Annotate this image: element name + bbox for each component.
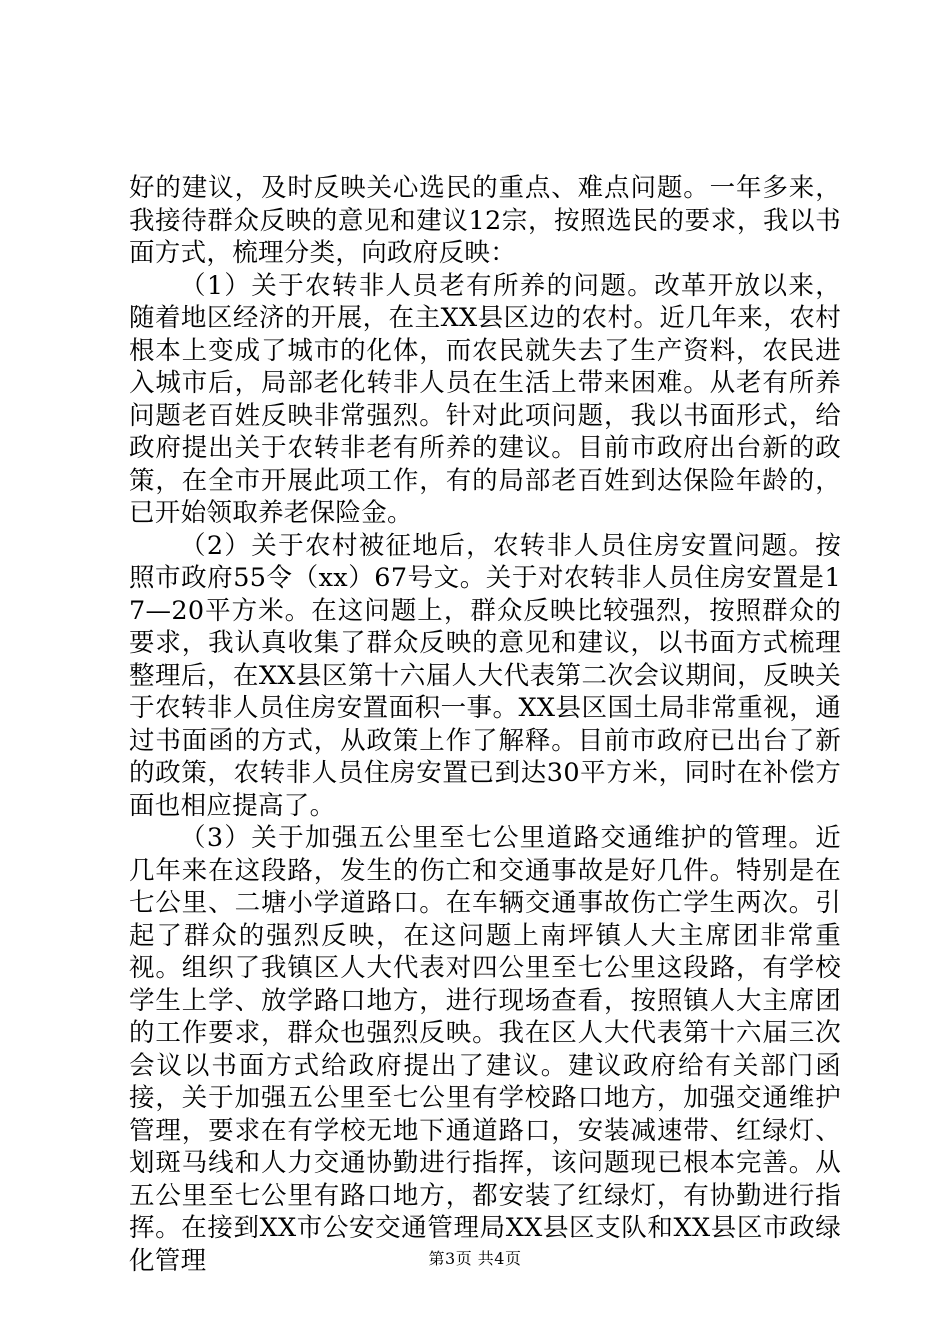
page-footer: 第3页 共4页 (428, 1249, 522, 1268)
paragraph-intro: 好的建议，及时反映关心选民的重点、难点问题。一年多来，我接待群众反映的意见和建议12宗，按照选民的要求，我以书面方式，梳理分类，向政府反映： (129, 173, 841, 268)
paragraph-item-2: （2）关于农村被征地后，农转非人员住房安置问题。按照市政府55令（xx）67号文。关于对农转非人员住房安置是17—20平方米。在这问题上，群众反映比较强烈，按照群众的要求，我认真收集了群众反映的意见和建议，以书面方式梳理整理后，在XX县区第十六届人大代表第二次会议期间，反映关于农转非人员住房安置面积一事。XX县区国土局非常重视，通过书面函的方式，从政策上作了解释。目前市政府已出台了新的政策，农转非人员住房安置已到达30平方米，同时在补偿方面也相应提高了。 (129, 530, 841, 821)
paragraph-item-1: （1）关于农转非人员老有所养的问题。改革开放以来，随着地区经济的开展，在主XX县区边的农村。近几年来，农村根本上变成了城市的化体，而农民就失去了生产资料，农民进入城市后，局部老化转非人员在生活上带来困难。从老有所养问题老百姓反映非常强烈。针对此项问题，我以书面形式，给政府提出关于农转非老有所养的建议。目前市政府出台新的政策，在全市开展此项工作，有的局部老百姓到达保险年龄的，已开始领取养老保险金。 (129, 270, 841, 528)
paragraph-item-3: （3）关于加强五公里至七公里道路交通维护的管理。近几年来在这段路，发生的伤亡和交通事故是好几件。特别是在七公里、二塘小学道路口。在车辆交通事故伤亡学生两次。引起了群众的强烈反映，在这问题上南坪镇人大主席团非常重视。组织了我镇区人大代表对四公里至七公里这段路，有学校学生上学、放学路口地方，进行现场查看，按照镇人大主席团的工作要求，群众也强烈反映。我在区人大代表第十六届三次会议以书面方式给政府提出了建议。建议政府给有关部门函接，关于加强五公里至七公里有学校路口地方，加强交通维护管理，要求在有学校无地下通道路口，安装减速带、红绿灯、划斑马线和人力交通协勤进行指挥，该问题现已根本完善。从五公里至七公里有路口地方，都安装了红绿灯，有协勤进行指挥。在接到XX市公安交通管理局XX县区支队和XX县区市政绿化管理 (129, 823, 841, 1276)
document-body (129, 172, 841, 1277)
